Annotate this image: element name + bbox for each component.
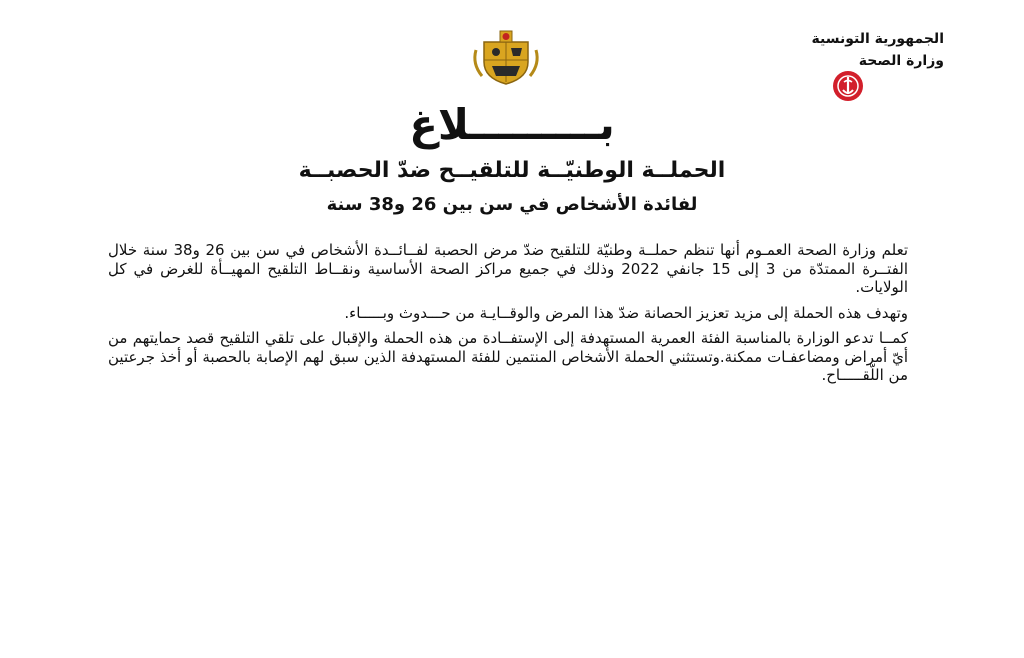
body-paragraph-3: كمــا تدعو الوزارة بالمناسبة الفئة العمرية المستهدفة إلى الإستفــادة من هذه الحملة والإقبال على تلقي التلقيح قصد حمايتهم من أيّ أمراض ومضاعفـات ممكنة.وتستثني الحملة الأشخاص المنتمين للفئة المستهدفة الذين سبق لهم الإصابة بالحصبة أو أخذ جرعتين من اللّقـــــاح.	[108, 329, 908, 384]
issuer-header	[724, 28, 944, 72]
communique-body	[108, 241, 908, 392]
ministry-of-health-logo-icon	[832, 70, 864, 102]
republic-name: الجمهورية التونسية	[811, 31, 944, 47]
tunisia-coat-of-arms-icon	[470, 28, 542, 86]
ministry-name: وزارة الصحة	[858, 53, 944, 69]
target-audience: لفائدة الأشخاص في سن بين 26 و38 سنة	[326, 194, 698, 215]
document-title: بـــــــــلاغ	[409, 100, 615, 149]
body-paragraph-1: تعلم وزارة الصحة العمـوم أنها تنظم حملــة وطنيّة للتلقيح ضدّ مرض الحصبة لفــائــدة الأشخاص في سن بين 26 و38 سنة خلال الفتــرة الممتدّة من 3 إلى 15 جانفي 2022 وذلك في جميع مراكز الصحة الأساسية ونقــاط التلقيح المهيــأة للغرض في كل الولايات.	[108, 241, 908, 296]
body-paragraph-2: وتهدف هذه الحملة إلى مزيد تعزيز الحصانة ضدّ هذا المرض والوقــايـة من حـــدوث وبـــــاء.	[344, 303, 908, 322]
campaign-title: الحملــة الوطنيّــة للتلقيــح ضدّ الحصبــة	[298, 158, 726, 183]
